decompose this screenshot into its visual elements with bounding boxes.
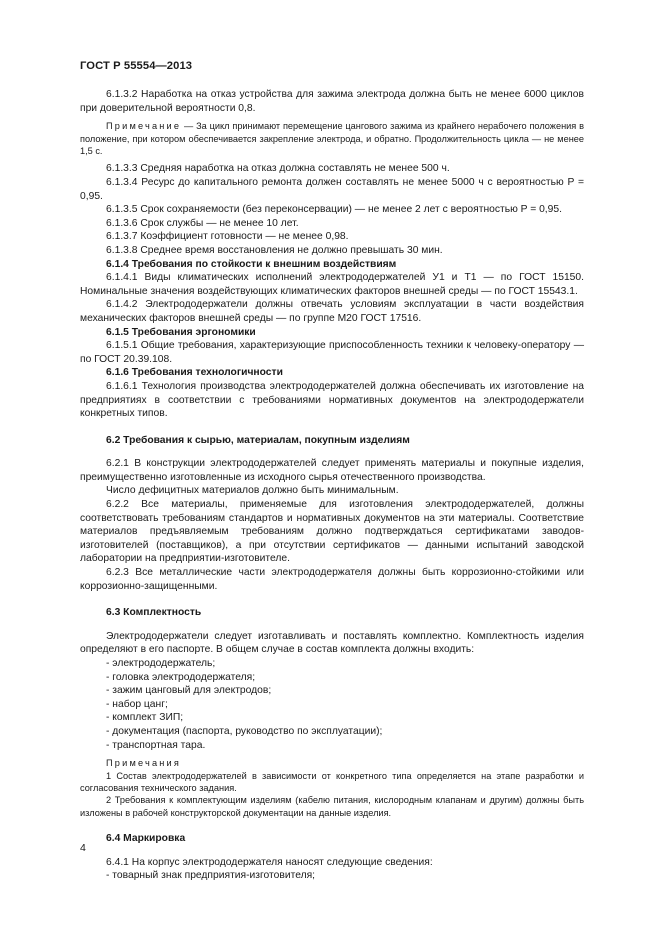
paragraph-6-1-3-3: 6.1.3.3 Средняя наработка на отказ должна составлять не менее 500 ч.: [106, 163, 450, 175]
notes-heading: Примечания: [106, 758, 182, 769]
document-body: [80, 88, 584, 883]
note-1: 1 Состав электрододержателей в зависимости от конкретного типа определяется на этапе разработки и согласования технического задания.: [80, 770, 584, 793]
list-item: - документация (паспорта, руководство по эксплуатации);: [106, 725, 383, 737]
paragraph-completeness: Электрододержатели следует изготавливать и поставлять комплектно. Комплектность изделия определяют в его паспорте. В общем случае в состав комплекта должны входить:: [80, 630, 584, 656]
paragraph-6-4-1: 6.4.1 На корпус электрододержателя наносят следующие сведения:: [106, 856, 433, 868]
kit-list: [80, 657, 584, 752]
paragraph-6-1-3-6: 6.1.3.6 Срок службы — не менее 10 лет.: [106, 217, 299, 229]
paragraph-6-2-1: 6.2.1 В конструкции электрододержателей следует применять материалы и покупные изделия, преимущественно изготовленные из исходного сырья отечественного производства.: [80, 458, 584, 483]
list-item: - транспортная тара.: [106, 739, 206, 751]
paragraph-6-1-3-4: 6.1.3.4 Ресурс до капитального ремонта должен составлять не менее 5000 ч с вероятностью P = 0,95.: [80, 177, 584, 202]
list-item: - электрододержатель;: [106, 658, 216, 669]
list-item: - зажим цанговый для электродов;: [106, 685, 272, 697]
paragraph-6-1-5-1: 6.1.5.1 Общие требования, характеризующие приспособленность техники к человеку-оператору — по ГОСТ 20.39.108.: [80, 340, 584, 365]
note-label: Примечание: [106, 121, 182, 132]
paragraph-6-2-2: 6.2.2 Все материалы, применяемые для изготовления электрододержателей, должны соответствовать требованиям стандартов и нормативных документов на эти материалы. Соответствие материалов предъявляемым требованиям должно подтверждаться сертификатами заводов-изготовителей (поставщиков), а при отсутствии сертификатов — данными испытаний заводской лаборатории на предприятии-изготовителе.: [80, 499, 584, 565]
heading-6-2: 6.2 Требования к сырью, материалам, покупным изделиям: [106, 434, 410, 446]
list-item: - набор цанг;: [106, 698, 168, 710]
list-item: - головка электрододержателя;: [106, 671, 256, 683]
paragraph-6-1-3-2: 6.1.3.2 Наработка на отказ устройства для зажима электрода должна быть не менее 6000 циклов при доверительной вероятности 0,8.: [80, 89, 584, 114]
paragraph-6-1-4-1: 6.1.4.1 Виды климатических исполнений электрододержателей У1 и Т1 — по ГОСТ 15150. Номинальные значения воздействующих климатических факторов внешней среды — по ГОСТ 15543.1.: [80, 272, 584, 297]
heading-6-1-6: 6.1.6 Требования технологичности: [106, 367, 283, 379]
paragraph-6-1-3-8: 6.1.3.8 Среднее время восстановления не должно превышать 30 мин.: [106, 244, 443, 256]
note-text: — За цикл принимают перемещение цангового зажима из крайнего нерабочего положения в положение, при котором обеспечивается закрепление электрода, и обратно. Продолжительность цикла — не менее 1,5 с.: [80, 121, 584, 156]
note-2: 2 Требования к комплектующим изделиям (кабелю питания, кислородным клапанам и другим) должны быть изложены в рабочей конструкторской документации на данные изделия.: [80, 795, 584, 818]
heading-6-1-4: 6.1.4 Требования по стойкости к внешним воздействиям: [106, 258, 397, 270]
paragraph-trademark: - товарный знак предприятия-изготовителя;: [106, 870, 316, 882]
heading-6-4: 6.4 Маркировка: [106, 833, 186, 845]
paragraph-6-1-6-1: 6.1.6.1 Технология производства электрододержателей должна обеспечивать их изготовление на предприятиях в соответствии с требованиями нормативных документов на электрододержатели конкретных типов.: [80, 380, 584, 420]
heading-6-1-5: 6.1.5 Требования эргономики: [106, 326, 256, 338]
paragraph-6-1-3-5: 6.1.3.5 Срок сохраняемости (без переконсервации) — не менее 2 лет с вероятностью P = 0,95.: [106, 204, 562, 216]
paragraph-6-2-3: 6.2.3 Все металлические части электрододержателя должны быть коррозионно-стойкими или коррозионно-защищенными.: [80, 567, 584, 592]
list-item: - комплект ЗИП;: [106, 712, 184, 724]
document-header: ГОСТ Р 55554—2013: [80, 60, 193, 72]
page-number: 4: [80, 842, 86, 854]
paragraph-6-1-3-7: 6.1.3.7 Коэффициент готовности — не менее 0,98.: [106, 231, 349, 243]
paragraph-deficit: Число дефицитных материалов должно быть минимальным.: [106, 485, 399, 497]
heading-6-3: 6.3 Комплектность: [106, 607, 202, 619]
paragraph-6-1-4-2: 6.1.4.2 Электрододержатели должны отвечать условиям эксплуатации в части воздействия механических факторов внешней среды — по группе М20 ГОСТ 17516.: [80, 299, 584, 324]
note-cycle: [80, 120, 584, 157]
